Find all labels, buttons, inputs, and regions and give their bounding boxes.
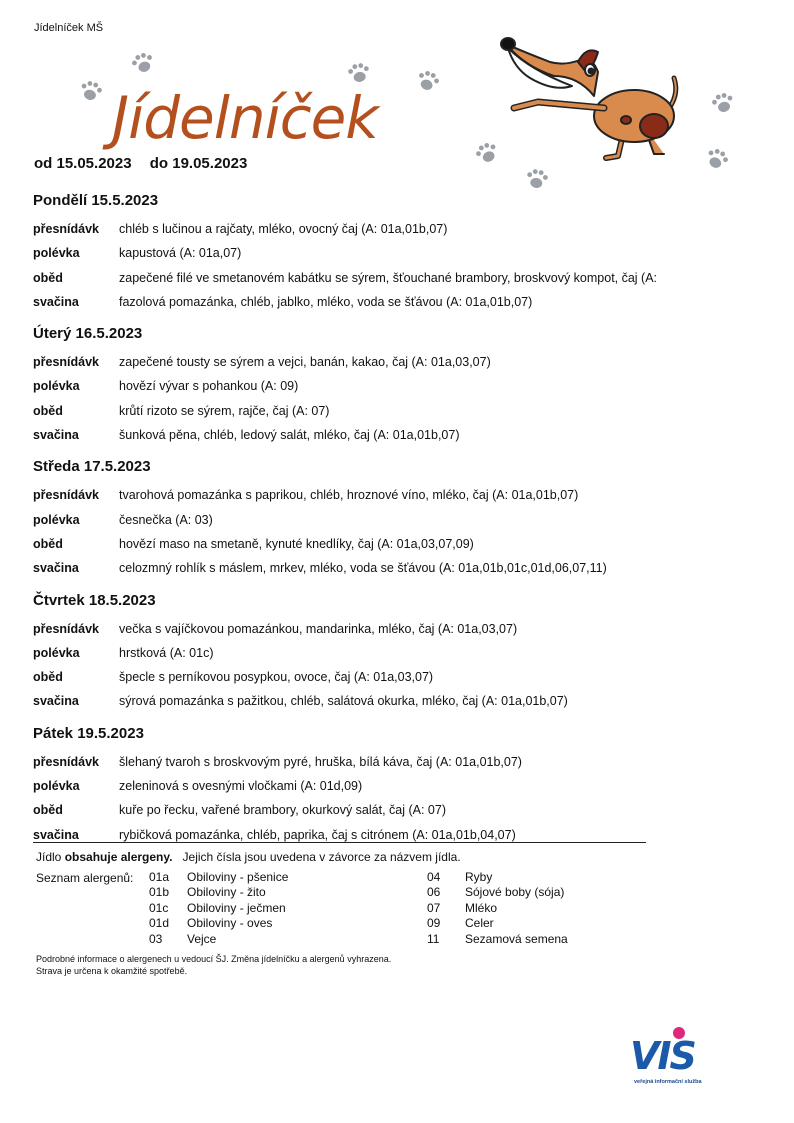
meal-description: zapečené filé ve smetanovém kabátku se sýrem, šťouchané brambory, broskvový kompot, čaj (A: — [119, 270, 658, 285]
logo-text: VIS — [630, 1034, 695, 1077]
meal-name: oběd — [33, 803, 63, 818]
allergen-item — [427, 870, 568, 885]
meal-row — [33, 399, 713, 423]
menu-day — [33, 323, 713, 447]
allergen-note-bold: obsahuje alergeny. — [64, 850, 173, 864]
allergen-name: Obiloviny - ječmen — [187, 900, 286, 915]
meal-name: oběd — [33, 536, 63, 551]
meal-name: svačina — [33, 428, 79, 443]
meal-row — [33, 350, 713, 374]
allergen-code: 09 — [427, 916, 441, 931]
meal-name: svačina — [33, 561, 79, 576]
document-header: Jídelníček MŠ — [34, 22, 104, 34]
meal-row — [33, 798, 713, 822]
meal-description: tvarohová pomazánka s paprikou, chléb, hroznové víno, mléko, čaj (A: 01a,01b,07) — [119, 488, 579, 503]
paw-print-icon — [415, 70, 441, 92]
date-range — [34, 155, 261, 172]
paw-print-icon — [524, 168, 550, 190]
allergen-item — [149, 901, 288, 916]
meal-description: zapečené tousty se sýrem a vejci, banán, kakao, čaj (A: 01a,03,07) — [119, 355, 491, 370]
meal-description: chléb s lučinou a rajčaty, mléko, ovocný čaj (A: 01a,01b,07) — [119, 222, 448, 236]
allergen-name: Obiloviny - oves — [187, 916, 273, 931]
allergen-code: 04 — [427, 870, 441, 884]
meal-row — [33, 423, 713, 447]
allergen-name: Sójové boby (sója) — [465, 885, 565, 900]
meal-description: krůtí rizoto se sýrem, rajče, čaj (A: 07) — [119, 403, 330, 418]
allergen-item — [427, 932, 568, 947]
meal-row — [33, 556, 713, 580]
meal-description: šunková pěna, chléb, ledový salát, mléko, čaj (A: 01a,01b,07) — [119, 428, 460, 443]
meal-row — [33, 241, 713, 265]
allergen-list-right — [427, 870, 568, 947]
meal-description: zeleninová s ovesnými vločkami (A: 01d,09) — [119, 779, 363, 794]
vis-logo — [628, 1025, 720, 1077]
meal-description: hovězí vývar s pohankou (A: 09) — [119, 379, 299, 394]
meal-name: přesnídávk — [33, 355, 100, 370]
meal-description: večka s vajíčkovou pomazánkou, mandarinka, mléko, čaj (A: 01a,03,07) — [119, 621, 518, 636]
menu-day — [33, 723, 713, 847]
meal-row — [33, 750, 713, 774]
meal-row — [33, 689, 713, 713]
date-to: do 19.05.2023 — [149, 155, 248, 172]
divider — [33, 842, 646, 843]
meal-description: rybičková pomazánka, chléb, paprika, čaj s citrónem (A: 01a,01b,04,07) — [119, 827, 516, 842]
paw-print-icon — [78, 80, 104, 102]
meal-name: polévka — [33, 379, 80, 394]
meal-description: šlehaný tvaroh s broskvovým pyré, hruška, bílá káva, čaj (A: 01a,01b,07) — [119, 754, 522, 769]
day-title: Pondělí 15.5.2023 — [33, 192, 159, 209]
allergen-note-prefix: Jídlo — [36, 850, 65, 864]
allergen-note-suffix: Jejich čísla jsou uvedena v závorce za názvem jídla. — [182, 850, 461, 864]
meal-row — [33, 266, 713, 290]
footnote-line: Podrobné informace o alergenech u vedoucí ŠJ. Změna jídelníčku a alergenů vyhrazena. — [36, 954, 392, 964]
meal-name: přesnídávk — [33, 222, 100, 236]
meal-row — [33, 483, 713, 507]
paw-print-icon — [130, 52, 156, 74]
allergen-code: 01b — [149, 885, 170, 900]
meal-row — [33, 374, 713, 398]
allergen-item — [149, 916, 288, 931]
menu-day — [33, 190, 713, 314]
allergen-item — [149, 885, 288, 900]
meal-description: celozmný rohlík s máslem, mrkev, mléko, voda se šťávou (A: 01a,01b,01c,01d,06,07,11) — [119, 561, 607, 576]
allergen-name: Obiloviny - pšenice — [187, 870, 289, 884]
meal-name: polévka — [33, 246, 80, 261]
meal-name: svačina — [33, 694, 79, 709]
meal-name: oběd — [33, 403, 63, 418]
meal-row — [33, 617, 713, 641]
allergen-item — [427, 885, 568, 900]
meal-description: fazolová pomazánka, chléb, jablko, mléko, voda se šťávou (A: 01a,01b,07) — [119, 294, 533, 309]
meal-name: přesnídávk — [33, 621, 100, 636]
day-title: Středa 17.5.2023 — [33, 458, 151, 476]
meal-name: přesnídávk — [33, 754, 100, 769]
meal-name: svačina — [33, 294, 79, 309]
meal-name: polévka — [33, 779, 80, 794]
allergen-item — [149, 932, 288, 947]
meal-description: kuře po řecku, vařené brambory, okurkový salát, čaj (A: 07) — [119, 803, 446, 818]
page-title: Jídelníček — [112, 84, 378, 152]
allergen-name: Celer — [465, 916, 494, 931]
meal-row — [33, 508, 713, 532]
meal-description: hrstková (A: 01c) — [119, 645, 214, 660]
footnote — [36, 953, 391, 977]
weekly-menu — [33, 190, 713, 856]
menu-day — [33, 456, 713, 580]
allergen-code: 01d — [149, 916, 170, 931]
meal-name: polévka — [33, 645, 80, 660]
menu-day — [33, 590, 713, 714]
meal-row — [33, 290, 713, 314]
meal-description: špecle s perníkovou posypkou, ovoce, čaj (A: 01a,03,07) — [119, 670, 434, 685]
allergen-name: Mléko — [465, 900, 498, 915]
allergen-code: 01c — [149, 900, 169, 915]
allergen-note — [36, 850, 461, 864]
meal-row — [33, 665, 713, 689]
meal-description: hovězí maso na smetaně, kynuté knedlíky, čaj (A: 01a,03,07,09) — [119, 536, 474, 551]
logo-subtitle: veřejná informační služba — [634, 1079, 702, 1085]
paw-print-icon — [710, 92, 736, 114]
allergen-item — [149, 870, 288, 885]
meal-description: sýrová pomazánka s pažitkou, chléb, salátová okurka, mléko, čaj (A: 01a,01b,07) — [119, 694, 568, 709]
cartoon-dog-icon — [494, 26, 694, 166]
allergen-code: 06 — [427, 885, 441, 900]
paw-print-icon — [346, 62, 372, 84]
allergen-item — [427, 901, 568, 916]
footnote-line: Strava je určena k okamžité spotřebě. — [36, 966, 188, 976]
date-from: od 15.05.2023 — [34, 155, 132, 172]
allergen-list-label: Seznam alergenů: — [36, 871, 134, 885]
day-title: Úterý 16.5.2023 — [33, 325, 143, 343]
meal-row — [33, 217, 713, 241]
allergen-item — [427, 916, 568, 931]
allergen-list-left — [149, 870, 288, 947]
allergen-code: 11 — [427, 931, 440, 946]
meal-description: kapustová (A: 01a,07) — [119, 246, 242, 261]
meal-name: přesnídávk — [33, 488, 100, 503]
paw-print-icon — [704, 148, 730, 170]
meal-row — [33, 641, 713, 665]
allergen-name: Vejce — [187, 931, 217, 946]
meal-description: česnečka (A: 03) — [119, 512, 213, 527]
meal-name: oběd — [33, 670, 63, 685]
allergen-name: Sezamová semena — [465, 931, 568, 946]
meal-name: svačina — [33, 827, 79, 842]
allergen-code: 03 — [149, 931, 163, 946]
meal-row — [33, 532, 713, 556]
allergen-name: Ryby — [465, 870, 493, 884]
day-title: Čtvrtek 18.5.2023 — [33, 591, 156, 609]
allergen-code: 01a — [149, 870, 170, 884]
meal-row — [33, 823, 713, 847]
meal-row — [33, 774, 713, 798]
allergen-code: 07 — [427, 900, 441, 915]
meal-name: polévka — [33, 512, 80, 527]
allergen-name: Obiloviny - žito — [187, 885, 266, 900]
meal-name: oběd — [33, 270, 63, 285]
day-title: Pátek 19.5.2023 — [33, 724, 144, 742]
